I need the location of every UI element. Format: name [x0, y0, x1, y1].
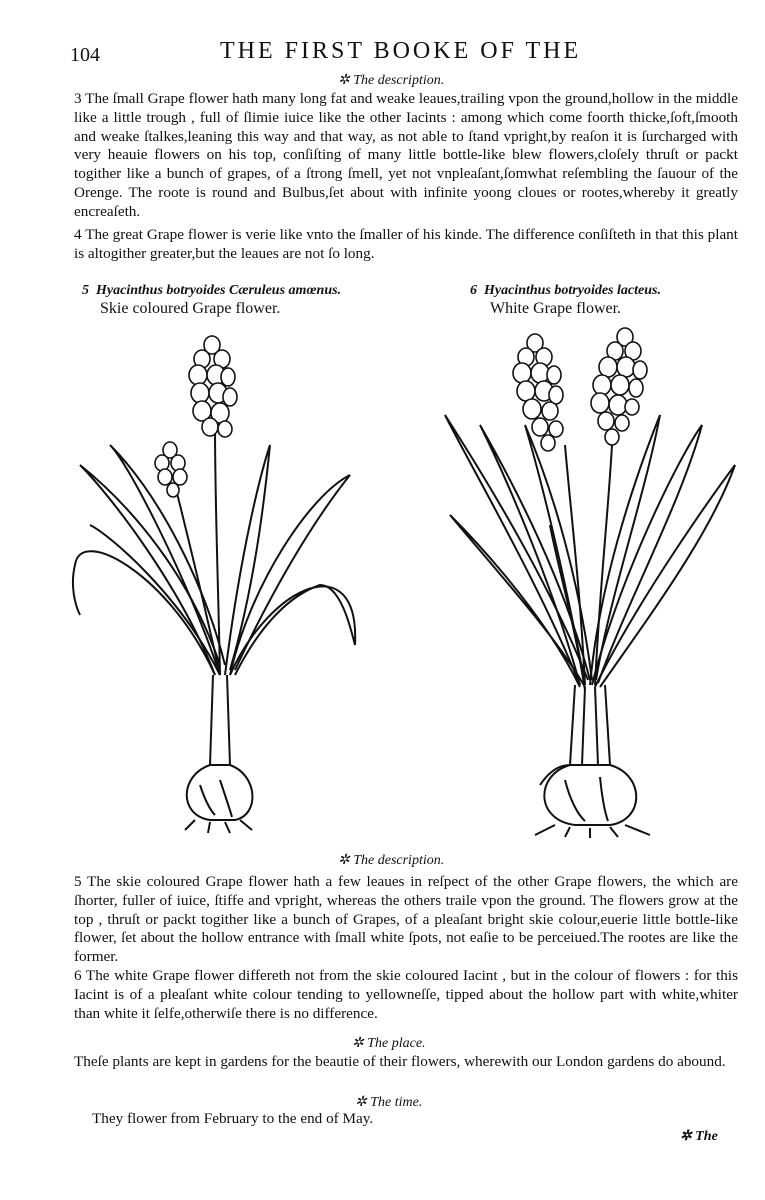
figure-5-latin-name: Hyacinthus botryoides Cæruleus amœnus. — [96, 283, 342, 298]
figure-6-english-caption: White Grape flower. — [490, 300, 622, 317]
time-text: They flower from February to the end of May. — [92, 1110, 374, 1127]
figure-6-latin-name: Hyacinthus botryoides lacteus. — [484, 283, 661, 298]
page-number: 104 — [70, 44, 100, 66]
skie-coloured-grape-flower-illustration — [70, 325, 370, 835]
time-heading: ✲ The time. — [355, 1095, 423, 1110]
paragraph-5: 5 The skie coloured Grape flower hath a few leaues in reſpect of the other Grape flowers, the which are ſhorter, fuller of iuice, ſtiffe and vpright, whereas the others traile vpon the ground. The flowers grow at the top , thruſt or packt togither like a bunch of Grapes, of a pleaſant bright skie colour,euerie little bottle-like flower, ſet about the hollow entrance with ſmall white ſpots, not eaſie to be perceiued.The rootes are like the former. — [74, 873, 738, 966]
description-heading-2: ✲ The description. — [338, 853, 445, 868]
paragraph-6: 6 The white Grape flower differeth not from the skie coloured Iacint , but in the colour of flowers : for this Iacint is of a pleaſant white colour tending to yellowneſſe, tipped about the hollow part with white,whiter than white it ſelfe,otherwiſe there is no difference. — [74, 967, 738, 1022]
place-heading: ✲ The place. — [352, 1036, 426, 1051]
figure-5-number: 5 — [82, 283, 89, 298]
running-title: THE FIRST BOOKE OF THE — [220, 38, 582, 64]
paragraph-4: 4 The great Grape flower is verie like vnto the ſmaller of his kinde. The difference conſiſteth in that this plant is altogither greater,but the leaues are not ſo long. — [74, 226, 738, 262]
figure-5-english-caption: Skie coloured Grape flower. — [100, 300, 281, 317]
place-text: Theſe plants are kept in gardens for the beautie of their flowers, wherewith our London gardens do abound. — [74, 1053, 726, 1070]
paragraph-3: 3 The ſmall Grape flower hath many long fat and weake leaues,trailing vpon the ground,hollow in the middle like a little trough , full of ſlimie iuice like the other Iacints : among which come foorth thicke,ſoft,ſmooth and weake ſtalkes,leaning this way and that way, as not able to ſtand vpright,by reaſon it is ſurcharged with very heauie flowers on his top, conſiſting of many little bottle-like blew flowers,cloſely thruſt or packt togither like a bunch of grapes, of a ſtrong ſmell, yet not vnpleaſant,ſomwhat reſembling the ſauour of the Orenge. The roote is round and Bulbus,ſet about with infinite yoong cloues or rootes,whereby it greatly encreaſeth. — [74, 90, 738, 220]
catchword: ✲ The — [680, 1129, 718, 1144]
figure-6-number: 6 — [470, 283, 477, 298]
figure-6-latin-caption — [470, 283, 661, 299]
figure-5-latin-caption — [82, 283, 341, 299]
white-grape-flower-illustration — [440, 325, 740, 840]
description-heading: ✲ The description. — [338, 73, 445, 88]
